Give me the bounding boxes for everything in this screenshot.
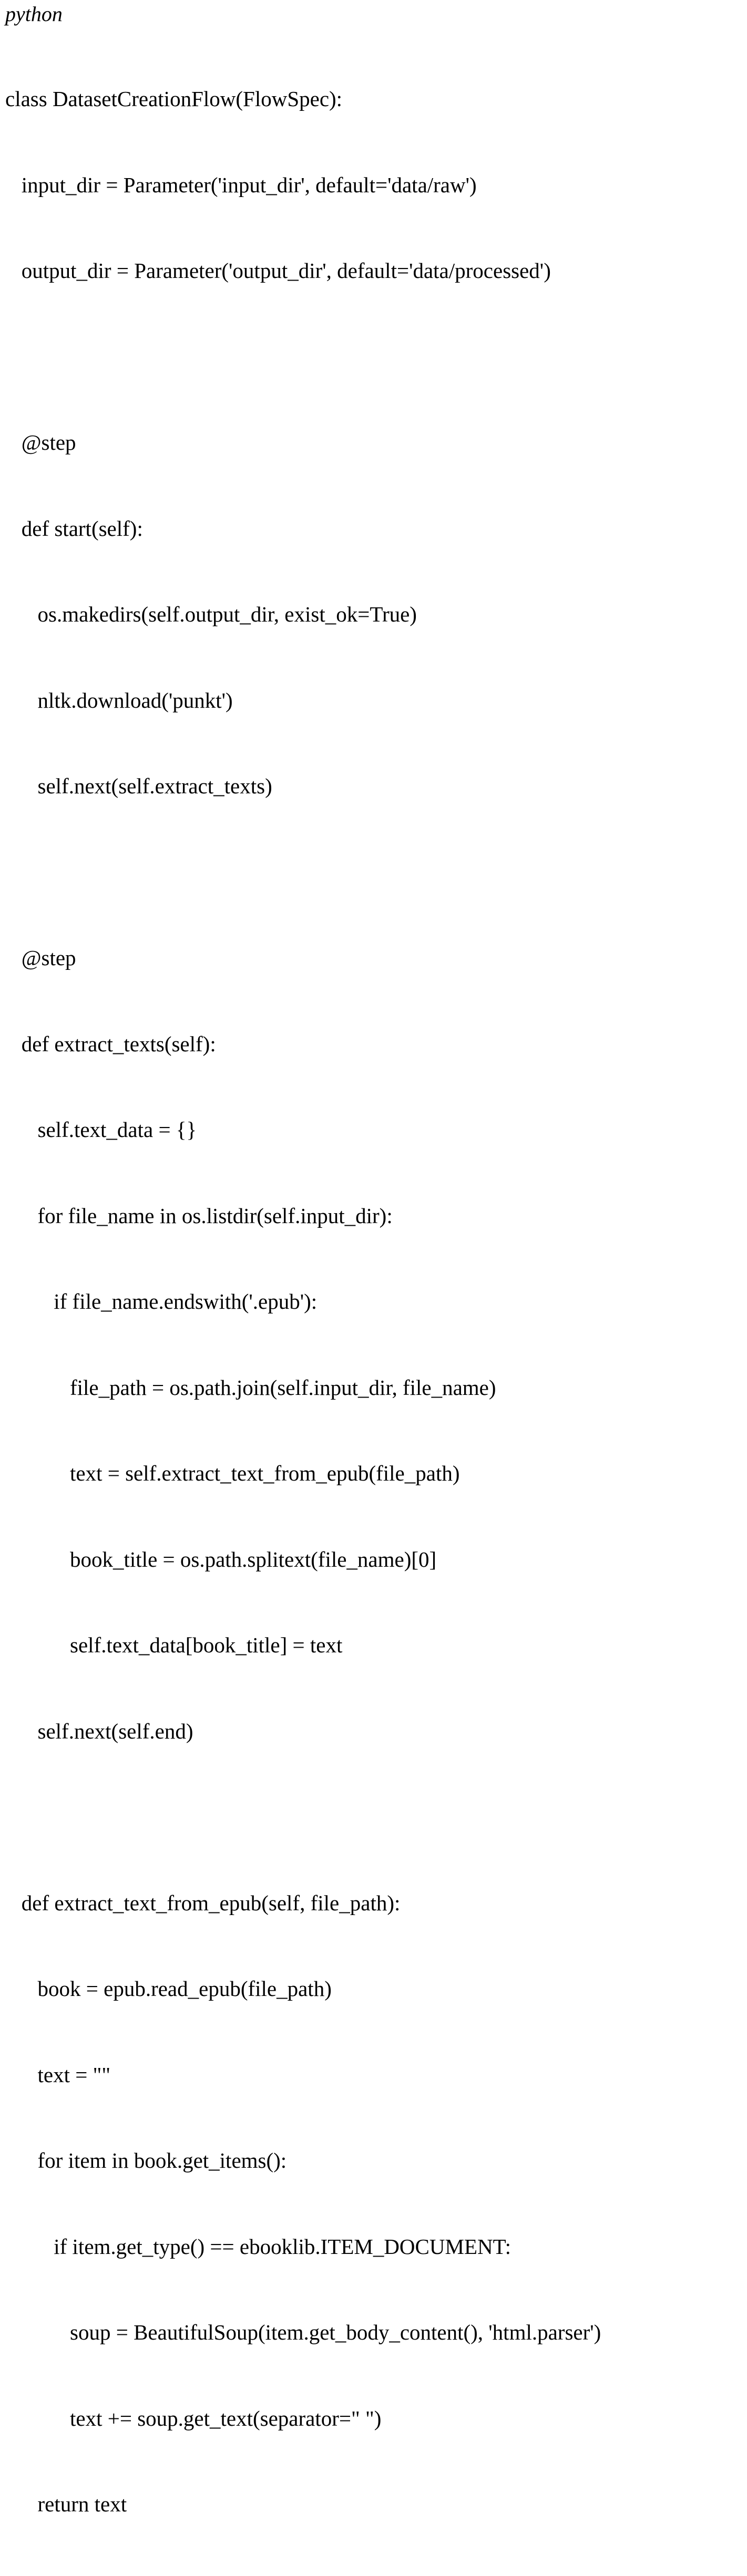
code-line: self.text_data = {}: [5, 1118, 197, 1142]
code-line: [5, 343, 742, 371]
code-line: text += soup.get_text(separator=" "): [5, 2406, 382, 2430]
code-line: book_title = os.path.splitext(file_name)[0]: [5, 1547, 437, 1571]
code-line: if item.get_type() == ebooklib.ITEM_DOCUMENT:: [5, 2234, 511, 2259]
code-line: if file_name.endswith('.epub'):: [5, 1289, 318, 1313]
code-line: file_path = os.path.join(self.input_dir, file_name): [5, 1375, 496, 1400]
code-line: [5, 1803, 742, 1832]
code-line: def start(self):: [5, 516, 143, 541]
code-line: @step: [5, 946, 76, 970]
code-line: text = self.extract_text_from_epub(file_path): [5, 1461, 460, 1485]
code-line: class DatasetCreationFlow(FlowSpec):: [5, 87, 343, 111]
code-language-label: python: [5, 2, 63, 26]
code-line: text = "": [5, 2062, 111, 2087]
code-line: for file_name in os.listdir(self.input_dir):: [5, 1203, 393, 1228]
code-line: for item in book.get_items():: [5, 2148, 287, 2172]
code-block: [5, 27, 742, 2576]
code-line: self.text_data[book_title] = text: [5, 1633, 343, 1657]
code-line: book = epub.read_epub(file_path): [5, 1977, 332, 2001]
code-line: os.makedirs(self.output_dir, exist_ok=True): [5, 602, 417, 626]
code-line: self.next(self.extract_texts): [5, 774, 272, 798]
code-line: output_dir = Parameter('output_dir', default='data/processed'): [5, 258, 551, 283]
code-line: nltk.download('punkt'): [5, 688, 233, 712]
code-line: def extract_texts(self):: [5, 1031, 216, 1056]
code-line: input_dir = Parameter('input_dir', default='data/raw'): [5, 172, 477, 197]
code-line: soup = BeautifulSoup(item.get_body_content(), 'html.parser'): [5, 2320, 601, 2344]
code-line: return text: [5, 2492, 127, 2516]
code-line: def extract_text_from_epub(self, file_path):: [5, 1890, 401, 1915]
code-line: @step: [5, 430, 76, 454]
code-line: [5, 858, 742, 887]
code-line: self.next(self.end): [5, 1719, 193, 1743]
